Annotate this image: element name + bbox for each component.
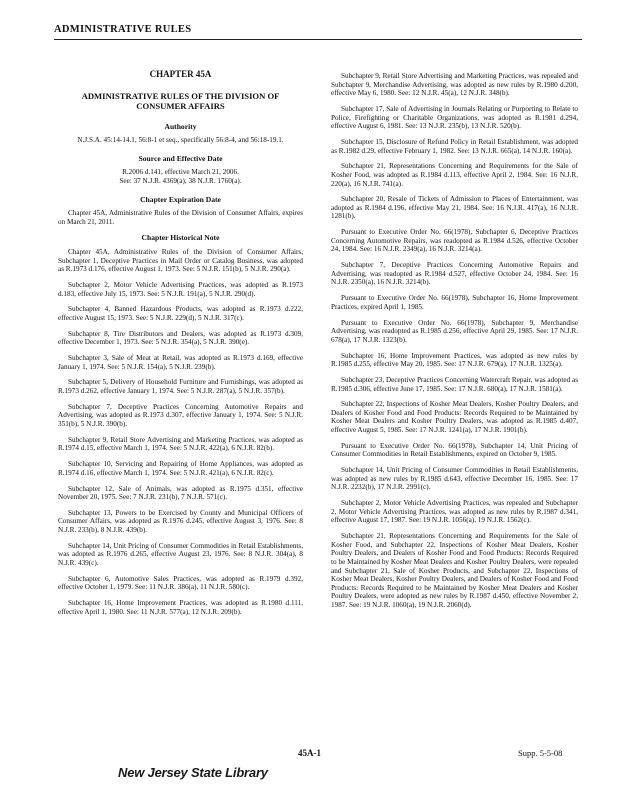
expiration-heading: Chapter Expiration Date [140,194,221,204]
expiration-text: Chapter 45A, Administrative Rules of the Division of Consumer Affairs, expires on March 21, 2011. [58,209,303,226]
source-line-1: R.2006 d.141, effective March 21, 2006. [122,168,239,177]
chapter-title-line-1: ADMINISTRATIVE RULES OF THE DIVISION OF [81,90,280,101]
history-paragraph: Subchapter 2, Motor Vehicle Advertising Practices, was repealed and Subchapter 2, Motor Vehicle Advertising Practices, was adopted as new rules by R.1987 d.341, effective August 17, 1987. See: 19 N.J.R. 1056(a), 19 N.J.R. 1562(c). [331,499,578,525]
history-paragraph: Subchapter 20, Resale of Tickets of Admission to Places of Entertainment, was adopted as R.1984 d.196, effective May 21, 1984. See: 16 N.J.R. 417(a), 16 N.J.R. 1281(b). [331,195,578,221]
history-paragraph: Subchapter 15, Disclosure of Refund Policy in Retail Establishment, was adopted as R.1982 d.29, effective February 1, 1982. See: 13 N.J.R. 665(a), 14 N.J.R. 160(a). [331,137,578,155]
history-paragraph: Subchapter 14, Unit Pricing of Consumer Commodities in Retail Establishments, was adopted as R.1976 d.265, effective August 23, 1976. See: 8 N.J.R. 304(a), 8 N.J.R. 439(c). [58,541,303,568]
history-paragraph: Pursuant to Executive Order No. 66(1978), Subchapter 9, Merchandise Advertising, was readopted as R.1985 d.256, effective April 29, 1985. See: 17 N.J.R. 678(a), 17 N.J.R. 1323(b). [331,318,578,344]
history-paragraph: Subchapter 22, Inspections of Kosher Meat Dealers, Kosher Poultry Dealers, and Dealers of Kosher Food and Food Products: Records Required to be Maintained by Kosher Meat Dealers and Kosher Poultry Dealers, was adopted as R.1985 d.407, effective August 5, 1985. See: 17 N.J.R. 1241(a), 17 N.J.R. 1901(b). [331,400,578,435]
history-paragraph: Pursuant to Executive Order No. 66(1978), Subchapter 14, Unit Pricing of Consumer Commodities in Retail Establishments, expired on October 9, 1985. [331,441,578,459]
history-paragraph: Subchapter 8, Tire Distributors and Dealers, was adopted as R.1973 d.309, effective December 1, 1973. See: 5 N.J.R. 354(a), 5 N.J.R. 390(e). [58,329,303,347]
chapter-number: CHAPTER 45A [149,69,212,79]
source-line-2: See: 37 N.J.R. 4369(a), 38 N.J.R. 1760(a). [119,176,242,185]
authority-text: N.J.S.A. 45:14-14.1, 56:8-1 et seq., specifically 56:8-4, and 56:18-19.1. [77,136,284,145]
history-paragraph: Subchapter 17, Sale of Advertising in Journals Relating or Purporting to Relate to Police, Firefighting or Charitable Organizations, was adopted as R.1981 d.294, effective August 6, 1981. See: 13 N.J.R. 235(b), 13 N.J.R. 520(b). [331,104,578,131]
library-watermark: New Jersey State Library [118,765,268,780]
history-paragraph: Subchapter 16, Home Improvement Practices, was adopted as new rules by R.1985 d.255, effective May 20, 1985. See: 17 N.J.R. 679(a), 17 N.J.R. 1325(a). [331,351,578,369]
history-paragraph: Subchapter 2, Motor Vehicle Advertising Practices, was adopted as R.1973 d.183, effective July 15, 1973. See: 5 N.J.R. 191(a), 5 N.J.R. 290(d). [58,280,303,298]
history-paragraph: Subchapter 14, Unit Pricing of Consumer Commodities in Retail Establishments, was adopted as new rules by R.1985 d.643, effective December 16, 1985. See: 17 N.J.R. 2232(b), 17 N.J.R. 2991(c). [331,466,578,492]
history-paragraph: Subchapter 9, Retail Store Advertising and Marketing Practices, was repealed and Subchapter 9, Merchandise Advertising, was adopted as new rules by R.1980 d.200, effective May 6, 1980. See: 12 N.J.R. 45(a), 12 N.J.R. 348(b). [331,72,578,98]
history-heading: Chapter Historical Note [141,233,220,243]
source-heading: Source and Effective Date [138,153,223,163]
history-paragraph: Pursuant to Executive Order No. 66(1978), Subchapter 6, Deceptive Practices Concerning Automotive Repairs, was readopted as R.1984 d.526, effective October 24, 1984. See: 16 N.J.R. 2349(a), 16 N.J.R. 3214(a). [331,228,578,254]
history-paragraph: Subchapter 16, Home Improvement Practices, was adopted as R.1980 d.111, effective April 1, 1980. See: 11 N.J.R. 577(a), 12 N.J.R. 209(b). [58,599,303,616]
history-paragraph: Subchapter 6, Automotive Sales Practices, was adopted as R.1979 d.392, effective October 1, 1979. See: 11 N.J.R. 386(a), 11 N.J.R. 580(c). [58,574,303,592]
header-rule [54,39,582,40]
history-paragraph: Subchapter 9, Retail Store Advertising and Marketing Practices, was adopted as R.1974 d.15, effective March 1, 1974. See: 5 N.J.R. 422(a), 6 N.J.R. 82(b). [58,435,303,453]
history-paragraph: Chapter 45A, Administrative Rules of the Division of Consumer Affairs, Subchapter 1, Deceptive Practices in Mail Order or Catalog Business, was adopted as R.1973 d.176, effective August 1, 1973. See: 5 N.J.R. 151(b), 5 N.J.R. 290(a). [58,247,303,274]
history-paragraph: Subchapter 21, Representations Concerning and Requirements for the Sale of Kosher Food, was adopted as R.1984 d.113, effective April 2, 1984. See: 16 N.J.R. 220(a), 16 N.J.R. 741(a). [331,162,578,188]
right-column [331,72,578,617]
history-paragraph: Subchapter 13, Powers to be Exercised by County and Municipal Officers of Consumer Affairs, was adopted as R.1976 d.245, effective August 3, 1976. See: 8 N.J.R. 233(b), 8 N.J.R. 439(b). [58,508,303,535]
history-paragraph: Pursuant to Executive Order No. 66(1978), Subchapter 16, Home Improvement Practices, expired April 1, 1985. [331,294,578,311]
history-paragraph: Subchapter 4, Banned Hazardous Products, was adopted as R.1973 d.222, effective August 15, 1973. See: 5 N.J.R. 229(d), 5 N.J.R. 317(c). [58,305,303,322]
page-folio: 45A-1 [298,748,321,758]
history-paragraph: Subchapter 12, Sale of Animals, was adopted as R.1975 d.351, effective November 20, 1975. See: 7 N.J.R. 231(b), 7 N.J.R. 571(c). [58,484,303,502]
running-head: ADMINISTRATIVE RULES [54,24,192,35]
history-paragraph: Subchapter 5, Delivery of Household Furniture and Furnishings, was adopted as R.1973 d.262, effective January 1, 1974. See: 5 N.J.R. 287(a), 5 N.J.R. 357(b). [58,378,303,395]
history-paragraph: Subchapter 10, Servicing and Repairing of Home Appliances, was adopted as R.1974 d.16, effective March 1, 1974. See: 5 N.J.R. 421(a), 6 N.J.R. 82(c). [58,460,303,477]
history-paragraph: Subchapter 23, Deceptive Practices Concerning Watercraft Repair, was adopted as R.1985 d.306, effective June 17, 1985. See: 17 N.J.R. 680(a), 17 N.J.R. 1581(a). [331,375,578,393]
chapter-title [58,91,303,111]
source-text [58,168,303,185]
history-paragraph: Subchapter 3, Sale of Meat at Retail, was adopted as R.1973 d.169, effective January 1, 1974. See: 5 N.J.R. 154(a), 5 N.J.R. 239(b). [58,354,303,371]
authority-heading: Authority [164,121,197,131]
left-column [58,70,303,624]
supplement-date: Supp. 5-5-08 [518,748,563,758]
chapter-title-line-2: CONSUMER AFFAIRS [136,100,225,111]
history-paragraph: Subchapter 7, Deceptive Practices Concerning Automotive Repairs and Advertising, was adopted as R.1973 d.307, effective January 1, 1974. See: 5 N.J.R. 351(b), 5 N.J.R. 390(b). [58,402,303,428]
history-paragraph: Subchapter 21, Representations Concerning and Requirements for the Sale of Kosher Food, and Subchapter 22, Inspections of Kosher Meat Dealers, Kosher Poultry Dealers, and Dealers of Kosher Food and Food Products: Records Required to be Maintained by Kosher Meat Dealers and Kosher Poultry Dealers, were repealed and Subchapter 21, Sale of Kosher Products, and Subchapter 22, Inspections of Kosher Meat Dealers, Kosher Poultry Dealers, and Dealers of Kosher Food and Food Products: Records Required to be Maintained by Kosher Meat Dealers and Kosher Poultry Dealers, were adopted as new rules by R.1987 d.450, effective November 2, 1987. See: 19 N.J.R. 1060(a), 19 N.J.R. 2060(d). [331,532,578,609]
history-paragraph: Subchapter 7, Deceptive Practices Concerning Automotive Repairs and Advertising, was readopted as R.1984 d.527, effective October 24, 1984. See: 16 N.J.R. 2350(a), 16 N.J.R. 3214(b). [331,261,578,287]
